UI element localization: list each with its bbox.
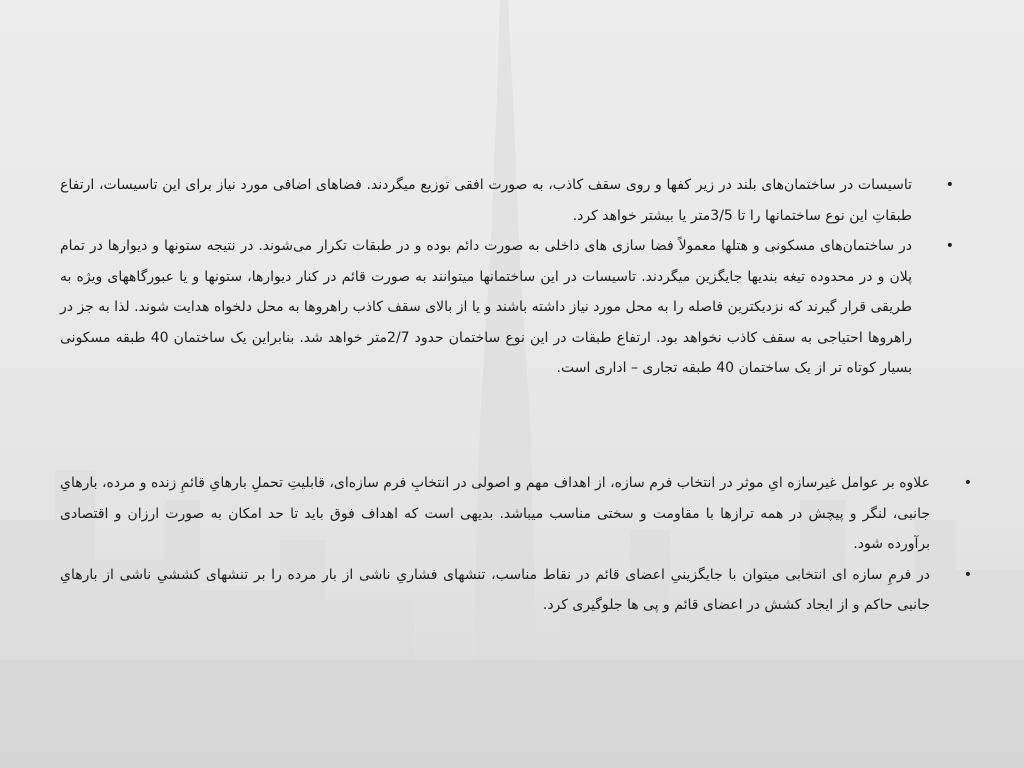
bullet-text: در ساختمان‌های مسکونی و هتلها معمولاً فضا سازی های داخلی به صورت دائم بوده و در طبقات تکرار می‌شوند. در نتیجه ستونها و دیوارها در تمام پلان و در محدوده تیغه بندیها جایگزین میگردند. تاسیسات در این ساختمانها میتوانند به صورت قائم در کنار دیوارها، ستونها و یا عبورگاههای ویژه به طریقی قرار گیرند که نزدیکترین فاصله را به محل مورد نیاز داشته باشند و یا از بالای سقف کاذب راهروها به محل دلخواه هدایت شوند. لذا به جز در راهروها احتیاجی به سقف کاذب نخواهد بود. ارتفاع طبقات در این نوع ساختمان حدود 2/7متر خواهد شد. بنابراین یک ساختمان 40 طبقه مسکونی بسیار کوتاه تر از یک ساختمان 40 طبقه تجاری – اداری است. [60,238,913,376]
bullet-item [60,231,954,384]
text-section-1 [60,170,954,384]
bullet-text: تاسیسات در ساختمان‌های بلند در زیر کفها و روی سقف کاذب، به صورت افقی توزیع میگردند. فضاهای اضافی مورد نیاز برای این تاسیسات، ارتفاع طبقاتِ این نوع ساختمانها را تا 3/5متر یا بیشتر خواهد کرد. [60,177,912,224]
bullet-text: علاوه بر عوامل غیرسازه ایِ موثر در انتخاب فرم سازه، از اهداف مهم و اصولی در انتخابِ فرم سازه‌ای، قابلیتِ تحملِ بارهایِ قائمِ زنده و مرده، بارهایِ جانبی، لنگر و پیچش در همه ترازها با مقاومت و سختی مناسب میباشد. بدیهی است که اهداف فوق باید تا حد امکان به صورت ارزان و اقتصادی برآورده شود. [60,475,930,552]
bullet-marker: • [963,566,972,583]
bullet-item [60,468,972,560]
bullet-item [60,170,954,231]
bullet-marker: • [945,238,954,254]
text-section-2 [60,468,972,621]
bullet-text: در فرمِ سازه ای انتخابی میتوان با جایگزینیِ اعضای قائم در نقاط مناسب، تنشهای فشاریِ ناشی از بار مرده را بر تنشهای کششیِ ناشی از بارهایِ جانبی حاکم و از ایجاد کشش در اعضای قائم و پی ها جلوگیری کرد. [60,566,930,613]
bullet-item [60,560,972,621]
bullet-marker: • [945,177,954,193]
bullet-marker: • [963,475,972,491]
